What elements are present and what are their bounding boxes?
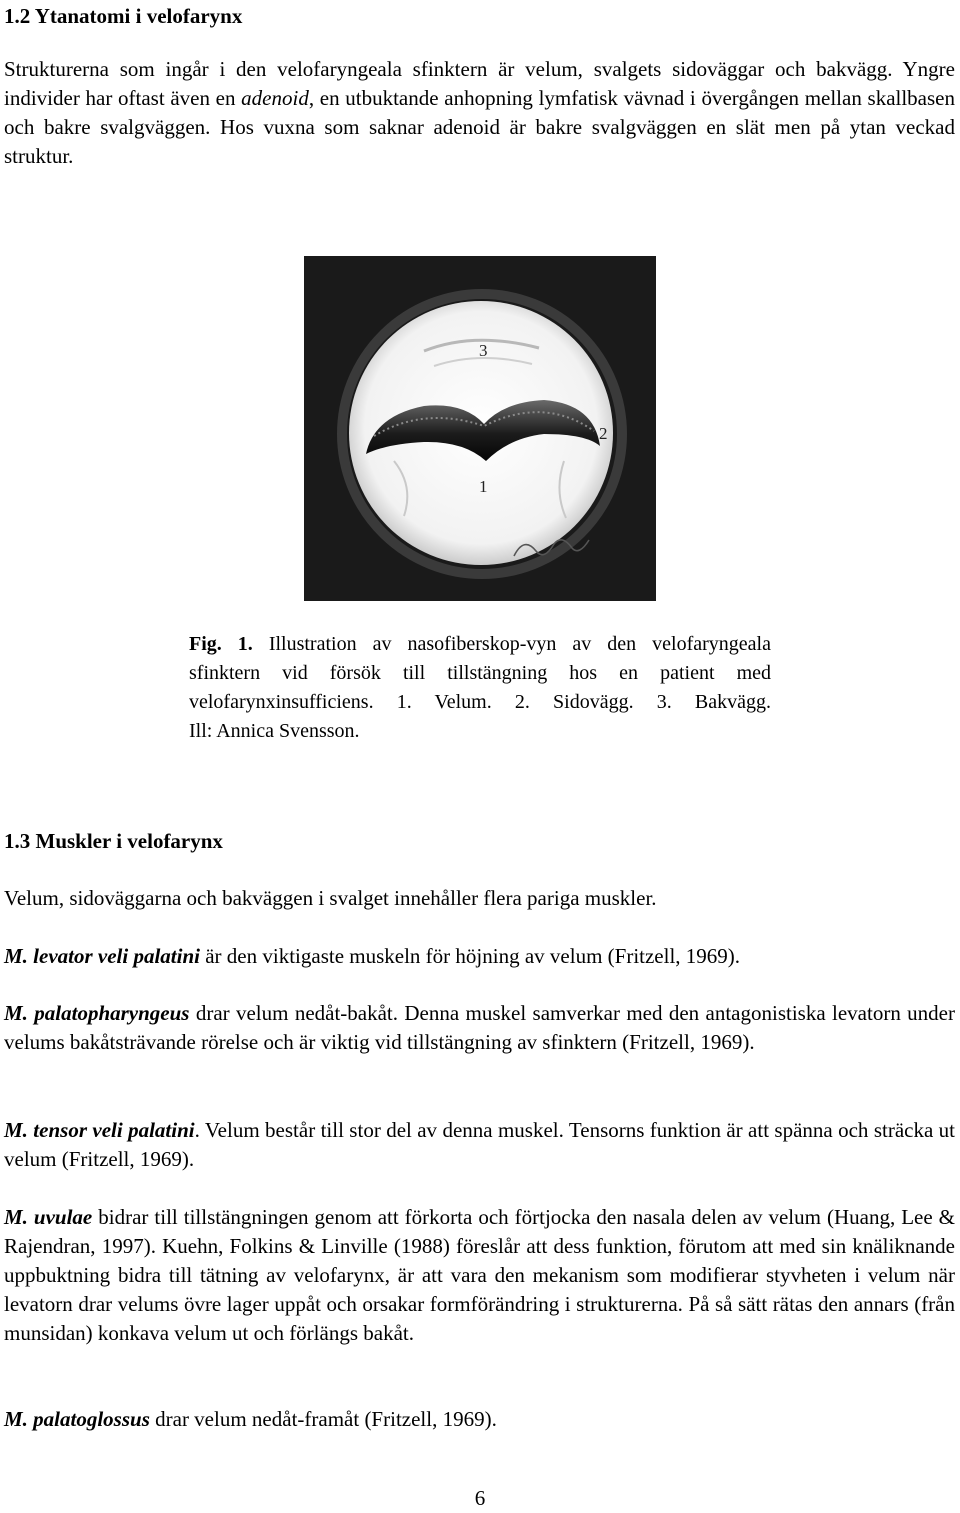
figure-caption xyxy=(189,630,771,746)
paragraph-surface-anatomy xyxy=(4,55,955,171)
paragraph-uvulae xyxy=(4,1203,955,1348)
label-3: 3 xyxy=(479,341,488,360)
paragraph-text: drar velum nedåt-framåt (Fritzell, 1969). xyxy=(149,1407,497,1431)
velopharynx-illustration xyxy=(304,256,656,601)
caption-line: velofarynxinsufficiens. 1. Velum. 2. Sidovägg. 3. Bakvägg. xyxy=(189,691,771,713)
illustration-svg xyxy=(304,256,656,601)
caption-text: Illustration av nasofiberskop-vyn av den velofaryngeala xyxy=(252,633,771,655)
paragraph-text: Strukturerna som ingår i den velofaryngeala sfinktern är velum, svalgets sidoväggar och bakvägg. Yngre individer har oftast även en xyxy=(4,57,955,110)
paragraph-text: . Velum består till stor del av denna muskel. Tensorns funktion är att spänna och sträcka ut velum (Fritzell, 1969). xyxy=(4,1118,955,1171)
section-heading-1-2: 1.2 Ytanatomi i velofarynx xyxy=(4,4,243,28)
muscle-name: M. uvulae xyxy=(4,1205,93,1229)
label-1: 1 xyxy=(479,477,488,496)
muscle-name: M. palatoglossus xyxy=(4,1407,150,1431)
label-2: 2 xyxy=(599,424,608,443)
paragraph-palatopharyngeus xyxy=(4,999,955,1057)
muscle-name: M. tensor veli palatini xyxy=(4,1118,195,1142)
page-number: 6 xyxy=(474,1486,486,1510)
caption-line: Ill: Annica Svensson. xyxy=(189,720,360,742)
italic-term-adenoid: adenoid xyxy=(241,86,309,110)
caption-line xyxy=(189,630,771,659)
paragraph-text: bidrar till tillstängningen genom att förkorta och förtjocka den nasala delen av velum (Huang, Lee & Rajendran, 1997). Kuehn, Folkins & Linville (1988) föreslår att dess funktion, förutom att med sin knäliknande uppbuktning bidra till tätning av velofarynx, är att vara den mekanism som modifierar styvheten i velum när levatorn drar velums övre lager uppåt och orsakar formförändring i strukturerna. På så sätt rätas den annars (från munsidan) konkava velum ut och förlängs bakåt. xyxy=(4,1205,955,1345)
paragraph-text: , en utbuktande anhopning lymfatisk vävnad i övergången mellan skallbasen och bakre svalgväggen. Hos vuxna som saknar adenoid är bakre svalgväggen en slät men på ytan veckad struktur. xyxy=(4,86,955,168)
caption-line: sfinktern vid försök till tillstängning hos en patient med xyxy=(189,662,771,684)
paragraph-text: drar velum nedåt-bakåt. Denna muskel samverkar med den antagonistiska levatorn under velums bakåtsträvande rörelse och är viktig vid tillstängning av sfinktern (Fritzell, 1969). xyxy=(4,1001,955,1054)
caption-figure-label: Fig. 1. xyxy=(189,633,253,655)
paragraph-intro: Velum, sidoväggarna och bakväggen i svalget innehåller flera pariga muskler. xyxy=(4,886,657,910)
section-heading-1-3: 1.3 Muskler i velofarynx xyxy=(4,829,223,853)
paragraph-text: är den viktigaste muskeln för höjning av velum (Fritzell, 1969). xyxy=(199,944,741,968)
paragraph-tensor xyxy=(4,1116,955,1174)
paragraph-palatoglossus xyxy=(4,1405,955,1434)
muscle-name: M. palatopharyngeus xyxy=(4,1001,190,1025)
paragraph-levator xyxy=(4,942,955,971)
muscle-name: M. levator veli palatini xyxy=(4,944,200,968)
